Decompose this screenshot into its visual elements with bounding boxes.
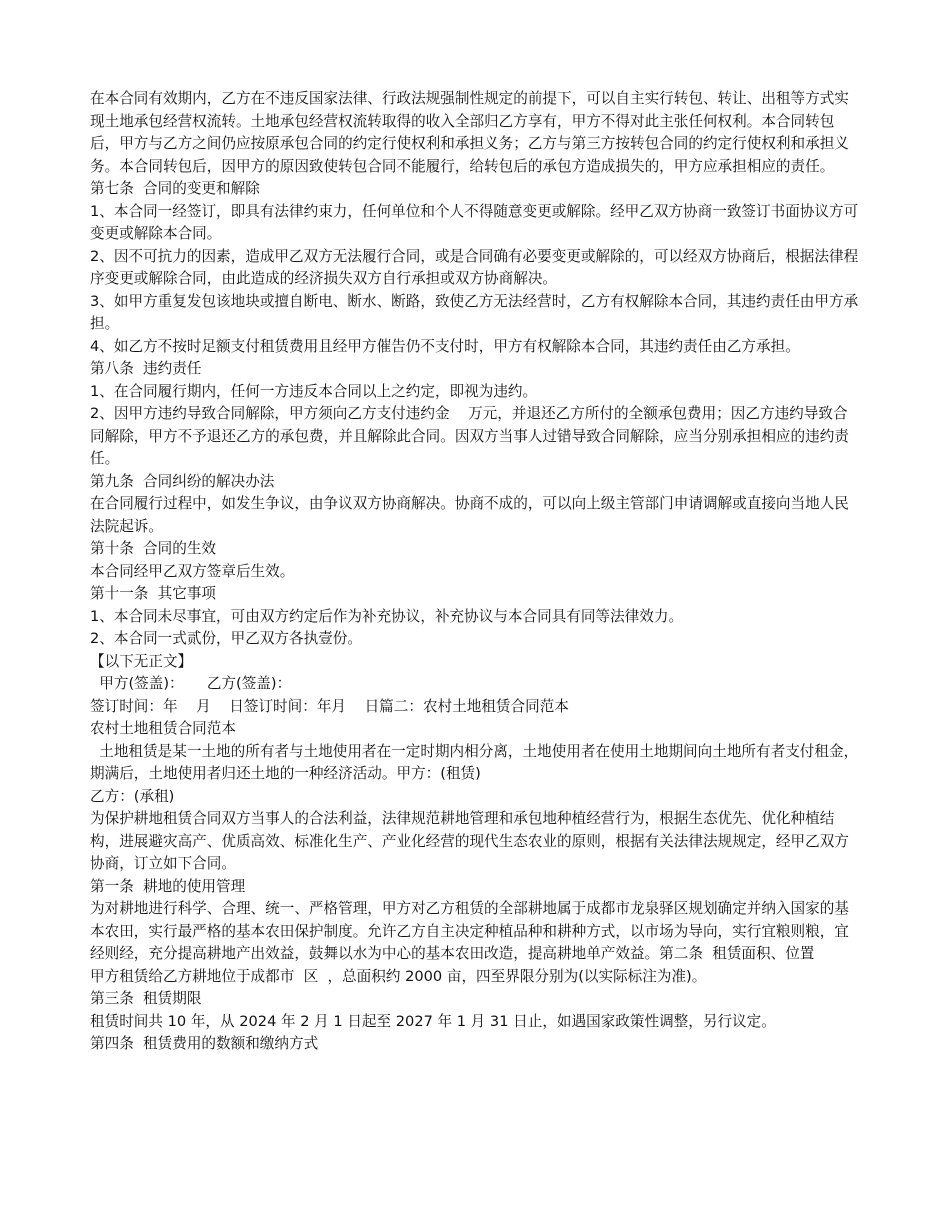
- party-b-line: 乙方：(承租): [90, 787, 175, 805]
- clause-1-body: 为对耕地进行科学、合理、统一、严格管理，甲方对乙方租赁的全部耕地属于成都市龙泉驿区规划确定并纳入国家的基本农田，实行最严格的基本农田保护制度。允许乙方自主决定种植品种和耕种方式，以市场为导向，实行宜粮则粮，宜经则经，充分提高耕地产出效益，鼓舞以水为中心的基本农田改造，提高耕地单产效益。第二条 租赁面积、位置: [90, 900, 849, 962]
- clause-7-1: 1、本合同一经签订，即具有法律约束力，任何单位和个人不得随意变更或解除。经甲乙双方协商一致签订书面协议方可变更或解除本合同。: [90, 202, 859, 242]
- clause-8-1: 1、在合同履行期内，任何一方违反本合同以上之约定，即视为违约。: [90, 382, 538, 400]
- document-title-part-2: 农村土地租赁合同范本: [90, 720, 236, 737]
- clause-10-body: 本合同经甲乙双方签章后生效。: [90, 562, 295, 580]
- signature-line: 甲方(签盖)： 乙方(签盖)：: [90, 675, 292, 692]
- clause-7-3: 3、如甲方重复发包该地块或擅自断电、断水、断路，致使乙方无法经营时，乙方有权解除本合同，其违约责任由甲方承担。: [90, 292, 859, 332]
- document-page: [90, 88, 860, 1056]
- paragraph-subcontract-transfer: 在本合同有效期内，乙方在不违反国家法律、行政法规强制性规定的前提下，可以自主实行转包、转让、出租等方式实现土地承包经营权流转。土地承包经营权流转取得的收入全部归乙方享有，甲方不得对此主张任何权利。本合同转包后，甲方与乙方之间仍应按原承包合同的约定行使权利和承担义务；乙方与第三方按转包合同的约定行使权利和承担义务。本合同转包后，因甲方的原因致使转包合同不能履行，给转包后的承包方造成损失的，甲方应承担相应的责任。: [90, 90, 849, 175]
- end-of-text-marker: 【以下无正文】: [90, 652, 193, 670]
- signing-date-line: 签订时间：年 月 日签订时间：年月 日篇二：农村土地租赁合同范本: [90, 697, 569, 715]
- section-heading-article-4: 第四条 租赁费用的数额和缴纳方式: [90, 1035, 319, 1052]
- clause-3-body: 租赁时间共 10 年，从 2024 年 2 月 1 日起至 2027 年 1 月 31 日止，如遇国家政策性调整，另行议定。: [90, 1012, 776, 1030]
- clause-7-2: 2、因不可抗力的因素，造成甲乙双方无法履行合同，或是合同确有必要变更或解除的，可以经双方协商后，根据法律程序变更或解除合同，由此造成的经济损失双方自行承担或双方协商解决。: [90, 247, 859, 287]
- section-heading-article-10: 第十条 合同的生效: [90, 540, 217, 557]
- clause-11-2: 2、本合同一式贰份，甲乙双方各执壹份。: [90, 630, 362, 647]
- clause-2-body: 甲方租赁给乙方耕地位于成都市 区 ，总面积约 2000 亩，四至界限分别为(以实际标注为准)。: [90, 967, 707, 985]
- intro-land-lease-definition: 土地租赁是某一土地的所有者与土地使用者在一定时期内相分离，土地使用者在使用土地期间向土地所有者支付租金，期满后，土地使用者归还土地的一种经济活动。甲方：(租赁): [90, 742, 859, 782]
- clause-11-1: 1、本合同未尽事宜，可由双方约定后作为补充协议，补充协议与本合同具有同等法律效力。: [90, 607, 684, 625]
- clause-7-4: 4、如乙方不按时足额支付租赁费用且经甲方催告仍不支付时，甲方有权解除本合同，其违约责任由乙方承担。: [90, 337, 800, 355]
- preamble-paragraph: 为保护耕地租赁合同双方当事人的合法利益，法律规范耕地管理和承包地种植经营行为，根据生态优先、优化种植结构，进展避灾高产、优质高效、标准化生产、产业化经营的现代生态农业的原则，根据有关法律法规规定，经甲乙双方协商，订立如下合同。: [90, 810, 849, 872]
- section-heading-article-9: 第九条 合同纠纷的解决办法: [90, 472, 275, 490]
- section-heading-article-11: 第十一条 其它事项: [90, 585, 217, 602]
- section-heading-article-7: 第七条 合同的变更和解除: [90, 180, 260, 197]
- clause-8-2: 2、因甲方违约导致合同解除，甲方须向乙方支付违约金 万元，并退还乙方所付的全额承包费用；因乙方违约导致合同解除，甲方不予退还乙方的承包费，并且解除此合同。因双方当事人过错导致合同解除，应当分别承担相应的违约责任。: [90, 405, 849, 467]
- section-heading-article-8: 第八条 违约责任: [90, 360, 202, 377]
- section-heading-article-1: 第一条 耕地的使用管理: [90, 877, 246, 895]
- section-heading-article-3: 第三条 租赁期限: [90, 990, 202, 1007]
- clause-9-body: 在合同履行过程中，如发生争议，由争议双方协商解决。协商不成的，可以向上级主管部门申请调解或直接向当地人民法院起诉。: [90, 495, 849, 535]
